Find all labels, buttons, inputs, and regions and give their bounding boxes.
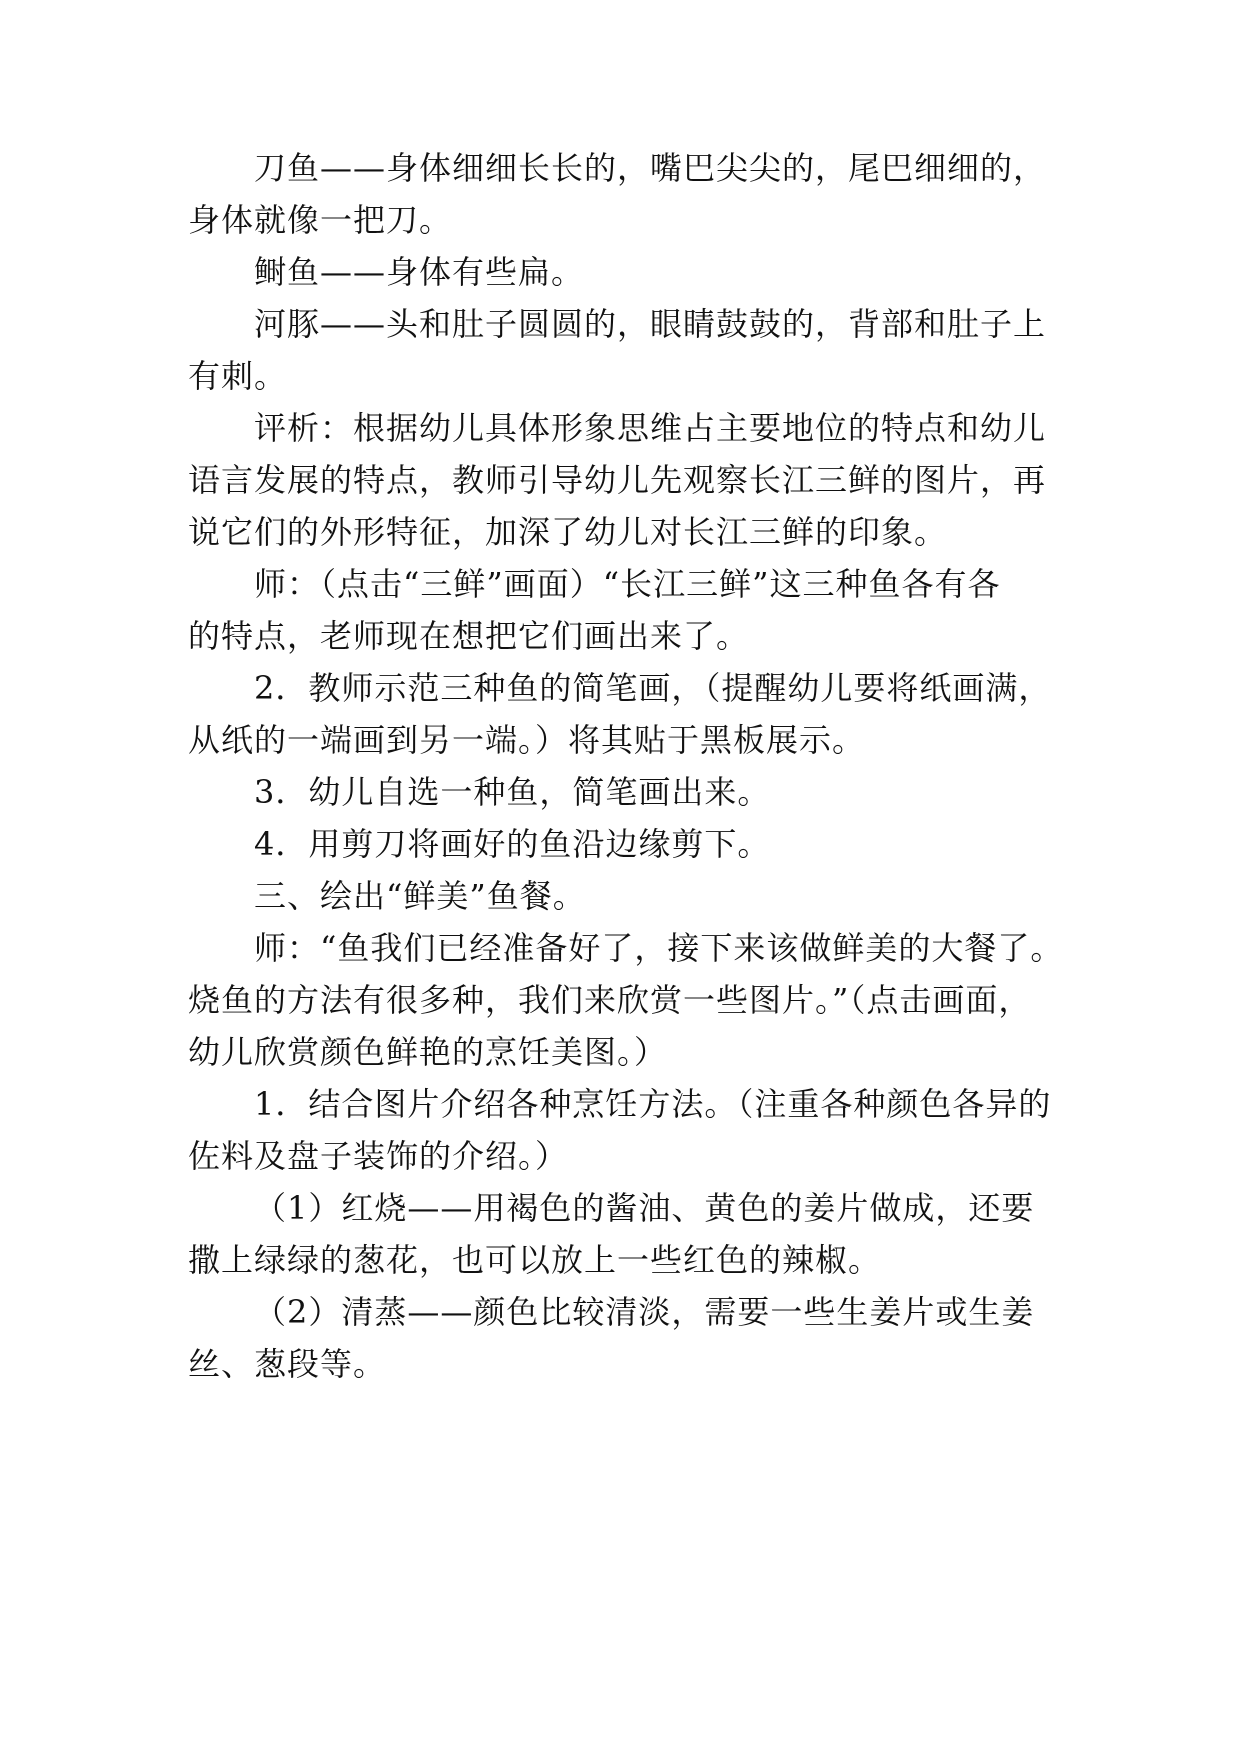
text-line: 撒上绿绿的葱花，也可以放上一些红色的辣椒。	[188, 1241, 882, 1279]
text-line: 师：（点击“三鲜”画面）“长江三鲜”这三种鱼各有各	[254, 565, 1001, 603]
text-line: 身体就像一把刀。	[188, 201, 453, 239]
text-line: 有刺。	[188, 357, 288, 395]
text-line: 从纸的一端画到另一端。）将其贴于黑板展示。	[188, 721, 866, 759]
text-line: 说它们的外形特征，加深了幼儿对长江三鲜的印象。	[188, 513, 948, 551]
text-line: 语言发展的特点，教师引导幼儿先观察长江三鲜的图片，再	[188, 461, 1047, 499]
text-line: 鲥鱼——身体有些扁。	[254, 253, 585, 291]
text-line: 3．幼儿自选一种鱼，简笔画出来。	[254, 773, 771, 811]
text-line: 师：“鱼我们已经准备好了，接下来该做鲜美的大餐了。	[254, 929, 1064, 967]
text-line: 1．结合图片介绍各种烹饪方法。（注重各种颜色各异的	[254, 1085, 1052, 1123]
text-line: 4．用剪刀将画好的鱼沿边缘剪下。	[254, 825, 771, 863]
text-line: 2．教师示范三种鱼的简笔画，（提醒幼儿要将纸画满，	[254, 669, 1052, 707]
text-line: （2）清蒸——颜色比较清淡，需要一些生姜片或生姜	[254, 1293, 1035, 1331]
text-line: （1）红烧——用褐色的酱油、黄色的姜片做成，还要	[254, 1189, 1035, 1227]
text-line: 河豚——头和肚子圆圆的，眼睛鼓鼓的，背部和肚子上	[254, 305, 1047, 343]
text-line: 佐料及盘子装饰的介绍。）	[188, 1137, 569, 1175]
text-line: 丝、葱段等。	[188, 1345, 387, 1383]
text-line: 刀鱼——身体细细长长的，嘴巴尖尖的，尾巴细细的，	[254, 149, 1047, 187]
text-line: 幼儿欣赏颜色鲜艳的烹饪美图。）	[188, 1033, 668, 1071]
text-line: 三、绘出“鲜美”鱼餐。	[254, 877, 586, 915]
text-line: 烧鱼的方法有很多种，我们来欣赏一些图片。”（点击画面，	[188, 981, 1032, 1019]
text-line: 评析：根据幼儿具体形象思维占主要地位的特点和幼儿	[254, 409, 1047, 447]
text-line: 的特点，老师现在想把它们画出来了。	[188, 617, 750, 655]
